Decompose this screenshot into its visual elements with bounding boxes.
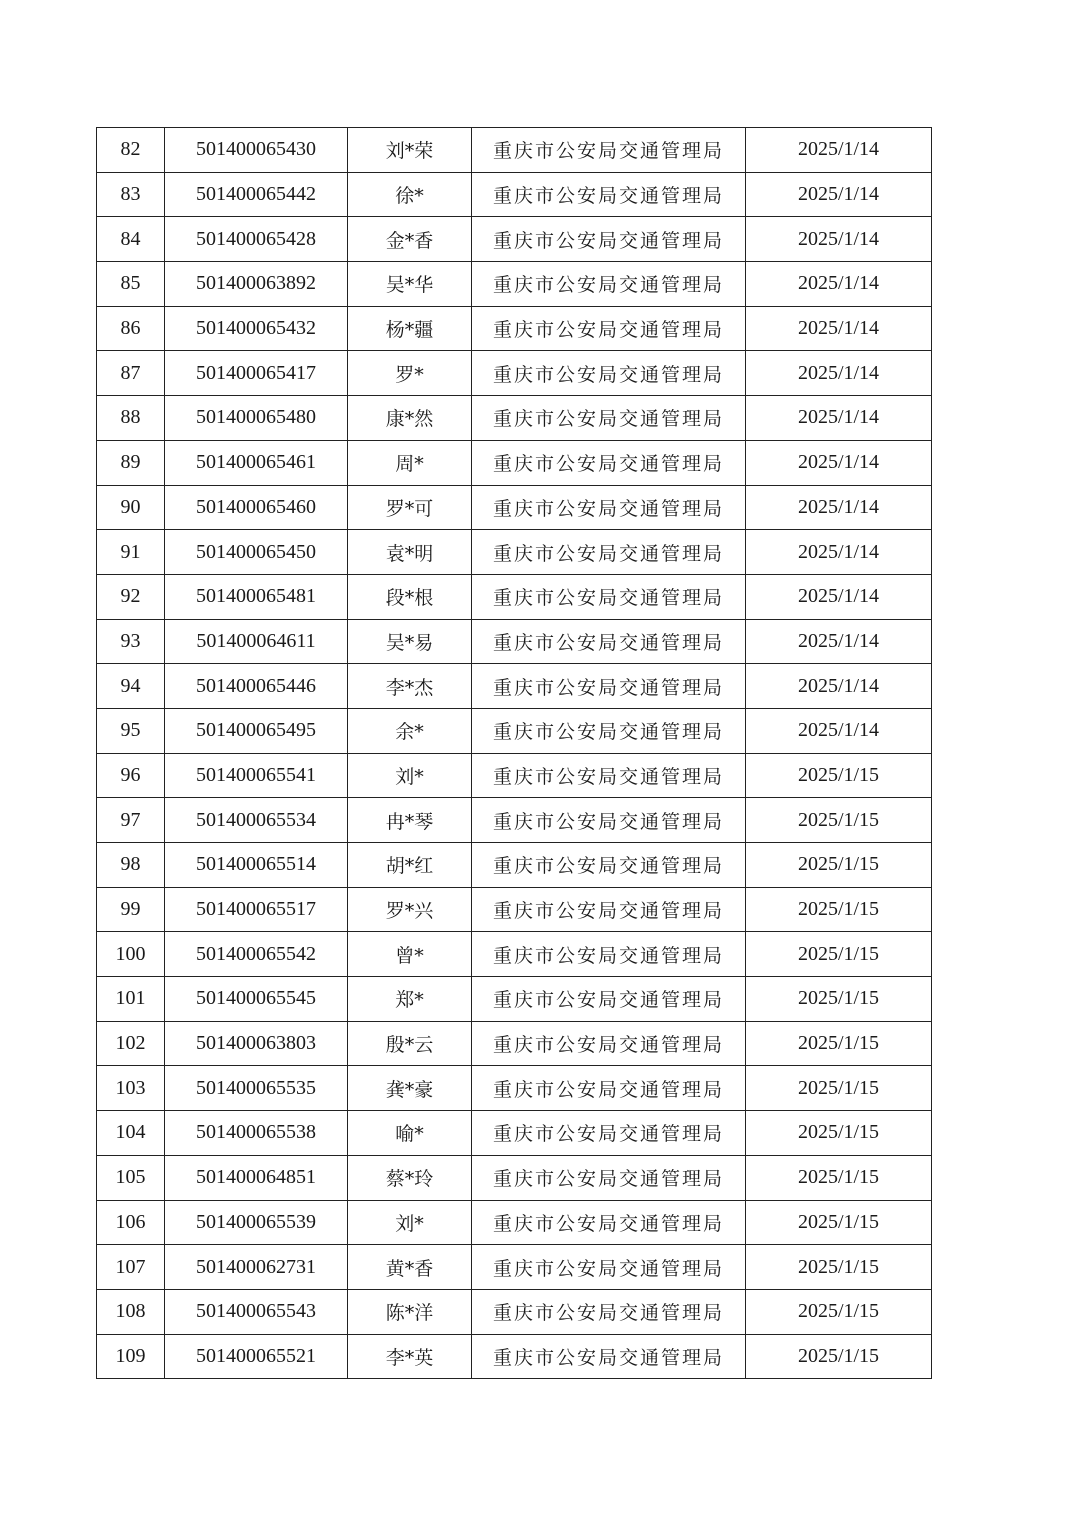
date-cell: 2025/1/15	[746, 1245, 932, 1290]
row-number-cell: 109	[97, 1334, 165, 1379]
organization-cell: 重庆市公安局交通管理局	[472, 1066, 746, 1111]
record-code-cell: 501400065428	[165, 217, 348, 262]
row-number-cell: 96	[97, 753, 165, 798]
organization-cell: 重庆市公安局交通管理局	[472, 977, 746, 1022]
table-row	[97, 619, 932, 664]
date-cell: 2025/1/14	[746, 351, 932, 396]
table-row	[97, 753, 932, 798]
record-code-cell: 501400065541	[165, 753, 348, 798]
organization-cell: 重庆市公安局交通管理局	[472, 1334, 746, 1379]
date-cell: 2025/1/15	[746, 1289, 932, 1334]
date-cell: 2025/1/14	[746, 664, 932, 709]
organization-cell: 重庆市公安局交通管理局	[472, 798, 746, 843]
organization-cell: 重庆市公安局交通管理局	[472, 262, 746, 307]
record-code-cell: 501400065480	[165, 396, 348, 441]
record-code-cell: 501400062731	[165, 1245, 348, 1290]
person-name-cell: 金*香	[348, 217, 472, 262]
table-row	[97, 664, 932, 709]
record-code-cell: 501400063803	[165, 1021, 348, 1066]
date-cell: 2025/1/15	[746, 1111, 932, 1156]
table-row	[97, 172, 932, 217]
row-number-cell: 84	[97, 217, 165, 262]
record-code-cell: 501400065432	[165, 306, 348, 351]
date-cell: 2025/1/14	[746, 708, 932, 753]
record-code-cell: 501400065535	[165, 1066, 348, 1111]
date-cell: 2025/1/14	[746, 128, 932, 173]
person-name-cell: 刘*	[348, 1200, 472, 1245]
record-code-cell: 501400063892	[165, 262, 348, 307]
table-row	[97, 1334, 932, 1379]
person-name-cell: 李*杰	[348, 664, 472, 709]
date-cell: 2025/1/15	[746, 1066, 932, 1111]
record-code-cell: 501400065461	[165, 440, 348, 485]
row-number-cell: 83	[97, 172, 165, 217]
table-row	[97, 932, 932, 977]
person-name-cell: 曾*	[348, 932, 472, 977]
person-name-cell: 周*	[348, 440, 472, 485]
row-number-cell: 86	[97, 306, 165, 351]
table-row	[97, 1021, 932, 1066]
organization-cell: 重庆市公安局交通管理局	[472, 485, 746, 530]
organization-cell: 重庆市公安局交通管理局	[472, 619, 746, 664]
date-cell: 2025/1/14	[746, 440, 932, 485]
date-cell: 2025/1/14	[746, 485, 932, 530]
record-code-cell: 501400064611	[165, 619, 348, 664]
person-name-cell: 陈*洋	[348, 1289, 472, 1334]
date-cell: 2025/1/15	[746, 843, 932, 888]
row-number-cell: 100	[97, 932, 165, 977]
person-name-cell: 刘*荣	[348, 128, 472, 173]
row-number-cell: 106	[97, 1200, 165, 1245]
date-cell: 2025/1/15	[746, 1155, 932, 1200]
record-code-cell: 501400065539	[165, 1200, 348, 1245]
table-row	[97, 306, 932, 351]
organization-cell: 重庆市公安局交通管理局	[472, 440, 746, 485]
row-number-cell: 89	[97, 440, 165, 485]
date-cell: 2025/1/15	[746, 798, 932, 843]
person-name-cell: 罗*可	[348, 485, 472, 530]
record-code-cell: 501400065450	[165, 530, 348, 575]
record-code-cell: 501400065495	[165, 708, 348, 753]
record-code-cell: 501400065538	[165, 1111, 348, 1156]
record-code-cell: 501400065517	[165, 887, 348, 932]
row-number-cell: 90	[97, 485, 165, 530]
row-number-cell: 92	[97, 574, 165, 619]
organization-cell: 重庆市公安局交通管理局	[472, 1289, 746, 1334]
date-cell: 2025/1/14	[746, 262, 932, 307]
row-number-cell: 98	[97, 843, 165, 888]
organization-cell: 重庆市公安局交通管理局	[472, 1111, 746, 1156]
row-number-cell: 99	[97, 887, 165, 932]
person-name-cell: 郑*	[348, 977, 472, 1022]
date-cell: 2025/1/15	[746, 753, 932, 798]
date-cell: 2025/1/15	[746, 977, 932, 1022]
organization-cell: 重庆市公安局交通管理局	[472, 932, 746, 977]
organization-cell: 重庆市公安局交通管理局	[472, 1245, 746, 1290]
table-row	[97, 217, 932, 262]
record-code-cell: 501400065446	[165, 664, 348, 709]
table-row	[97, 396, 932, 441]
table-row	[97, 798, 932, 843]
table-row	[97, 440, 932, 485]
date-cell: 2025/1/14	[746, 217, 932, 262]
record-code-cell: 501400065542	[165, 932, 348, 977]
table-row	[97, 1111, 932, 1156]
person-name-cell: 刘*	[348, 753, 472, 798]
record-code-cell: 501400065430	[165, 128, 348, 173]
organization-cell: 重庆市公安局交通管理局	[472, 753, 746, 798]
person-name-cell: 冉*琴	[348, 798, 472, 843]
table-row	[97, 887, 932, 932]
date-cell: 2025/1/14	[746, 619, 932, 664]
table-row	[97, 262, 932, 307]
table-row	[97, 351, 932, 396]
row-number-cell: 85	[97, 262, 165, 307]
person-name-cell: 胡*红	[348, 843, 472, 888]
person-name-cell: 黄*香	[348, 1245, 472, 1290]
organization-cell: 重庆市公安局交通管理局	[472, 708, 746, 753]
record-table	[96, 127, 932, 1379]
person-name-cell: 龚*豪	[348, 1066, 472, 1111]
row-number-cell: 88	[97, 396, 165, 441]
record-code-cell: 501400065521	[165, 1334, 348, 1379]
date-cell: 2025/1/14	[746, 530, 932, 575]
table-row	[97, 1245, 932, 1290]
person-name-cell: 殷*云	[348, 1021, 472, 1066]
row-number-cell: 94	[97, 664, 165, 709]
record-code-cell: 501400065514	[165, 843, 348, 888]
person-name-cell: 徐*	[348, 172, 472, 217]
organization-cell: 重庆市公安局交通管理局	[472, 128, 746, 173]
organization-cell: 重庆市公安局交通管理局	[472, 1155, 746, 1200]
table-row	[97, 1155, 932, 1200]
record-table-body	[97, 128, 932, 1379]
table-row	[97, 708, 932, 753]
table-row	[97, 1289, 932, 1334]
person-name-cell: 蔡*玲	[348, 1155, 472, 1200]
date-cell: 2025/1/14	[746, 172, 932, 217]
table-row	[97, 843, 932, 888]
organization-cell: 重庆市公安局交通管理局	[472, 217, 746, 262]
person-name-cell: 吴*易	[348, 619, 472, 664]
organization-cell: 重庆市公安局交通管理局	[472, 172, 746, 217]
organization-cell: 重庆市公安局交通管理局	[472, 887, 746, 932]
record-code-cell: 501400065534	[165, 798, 348, 843]
person-name-cell: 喻*	[348, 1111, 472, 1156]
organization-cell: 重庆市公安局交通管理局	[472, 1021, 746, 1066]
record-code-cell: 501400065545	[165, 977, 348, 1022]
date-cell: 2025/1/15	[746, 887, 932, 932]
row-number-cell: 91	[97, 530, 165, 575]
date-cell: 2025/1/15	[746, 1200, 932, 1245]
table-row	[97, 1066, 932, 1111]
record-code-cell: 501400065481	[165, 574, 348, 619]
person-name-cell: 余*	[348, 708, 472, 753]
row-number-cell: 105	[97, 1155, 165, 1200]
date-cell: 2025/1/15	[746, 1334, 932, 1379]
person-name-cell: 袁*明	[348, 530, 472, 575]
row-number-cell: 82	[97, 128, 165, 173]
person-name-cell: 段*根	[348, 574, 472, 619]
organization-cell: 重庆市公安局交通管理局	[472, 306, 746, 351]
date-cell: 2025/1/15	[746, 1021, 932, 1066]
table-row	[97, 1200, 932, 1245]
row-number-cell: 108	[97, 1289, 165, 1334]
record-code-cell: 501400065417	[165, 351, 348, 396]
table-row	[97, 530, 932, 575]
person-name-cell: 罗*兴	[348, 887, 472, 932]
row-number-cell: 95	[97, 708, 165, 753]
record-code-cell: 501400064851	[165, 1155, 348, 1200]
row-number-cell: 102	[97, 1021, 165, 1066]
date-cell: 2025/1/14	[746, 574, 932, 619]
row-number-cell: 103	[97, 1066, 165, 1111]
person-name-cell: 罗*	[348, 351, 472, 396]
row-number-cell: 93	[97, 619, 165, 664]
table-row	[97, 485, 932, 530]
row-number-cell: 87	[97, 351, 165, 396]
person-name-cell: 康*然	[348, 396, 472, 441]
organization-cell: 重庆市公安局交通管理局	[472, 1200, 746, 1245]
record-code-cell: 501400065460	[165, 485, 348, 530]
row-number-cell: 107	[97, 1245, 165, 1290]
record-code-cell: 501400065543	[165, 1289, 348, 1334]
date-cell: 2025/1/14	[746, 306, 932, 351]
table-row	[97, 574, 932, 619]
record-code-cell: 501400065442	[165, 172, 348, 217]
person-name-cell: 李*英	[348, 1334, 472, 1379]
person-name-cell: 杨*疆	[348, 306, 472, 351]
person-name-cell: 吴*华	[348, 262, 472, 307]
date-cell: 2025/1/14	[746, 396, 932, 441]
organization-cell: 重庆市公安局交通管理局	[472, 351, 746, 396]
table-row	[97, 977, 932, 1022]
organization-cell: 重庆市公安局交通管理局	[472, 530, 746, 575]
organization-cell: 重庆市公安局交通管理局	[472, 664, 746, 709]
row-number-cell: 104	[97, 1111, 165, 1156]
organization-cell: 重庆市公安局交通管理局	[472, 843, 746, 888]
organization-cell: 重庆市公安局交通管理局	[472, 396, 746, 441]
row-number-cell: 101	[97, 977, 165, 1022]
date-cell: 2025/1/15	[746, 932, 932, 977]
table-row	[97, 128, 932, 173]
organization-cell: 重庆市公安局交通管理局	[472, 574, 746, 619]
row-number-cell: 97	[97, 798, 165, 843]
